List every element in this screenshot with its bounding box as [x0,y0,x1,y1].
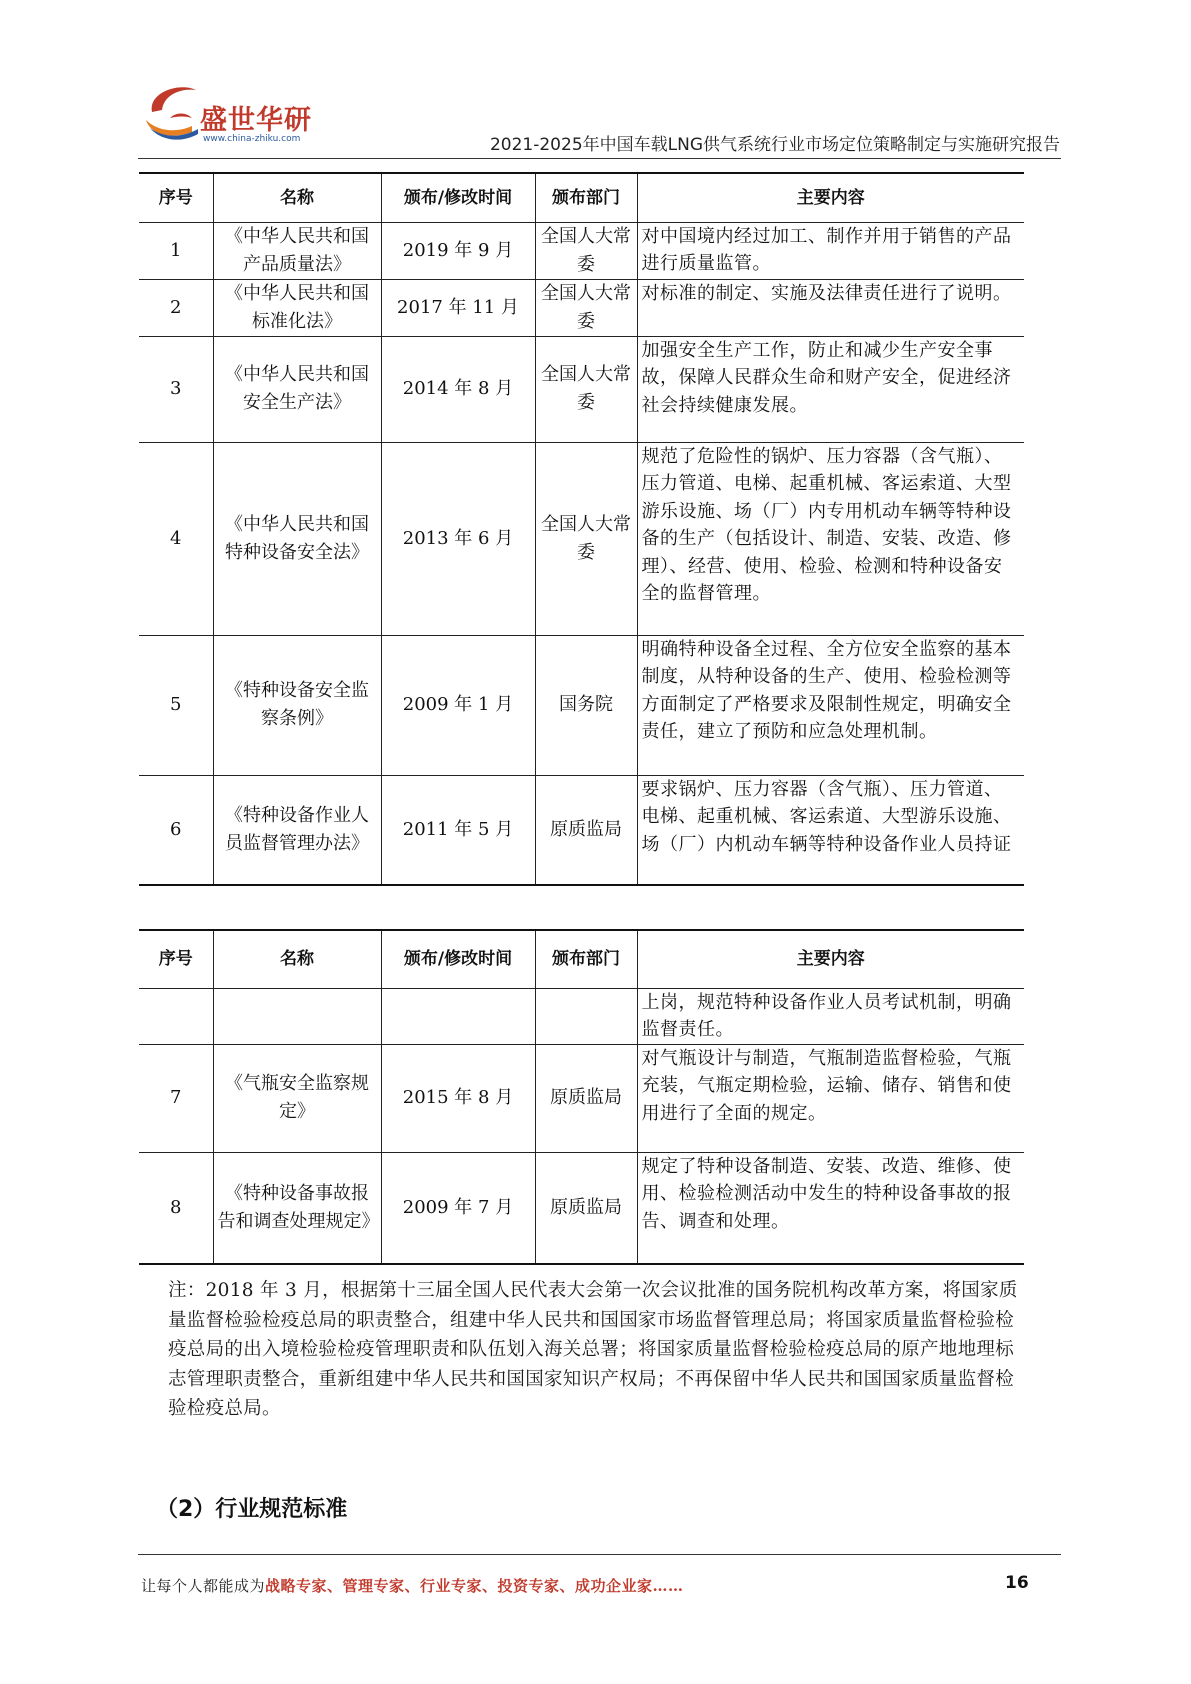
page-number: 16 [1005,1573,1029,1593]
header-divider [138,158,1061,159]
cell-no [139,988,213,1044]
header-dept: 颁布部门 [535,173,637,222]
table-row [139,442,1024,635]
header-date: 颁布/修改时间 [381,930,535,988]
cell-content: 对气瓶设计与制造，气瓶制造监督检验，气瓶充装，气瓶定期检验，运输、储存、销售和使用进行了全面的规定。 [637,1044,1024,1152]
cell-name [213,988,381,1044]
table-header-row [139,173,1024,222]
footer-divider [138,1554,1061,1555]
cell-date: 2019 年 9 月 [381,222,535,279]
footer-slogan [141,1575,684,1596]
cell-date: 2009 年 1 月 [381,635,535,775]
cell-content: 对标准的制定、实施及法律责任进行了说明。 [637,279,1024,336]
cell-date: 2017 年 11 月 [381,279,535,336]
logo-url: www.china-zhiku.com [203,134,301,144]
table-row [139,222,1024,279]
cell-name: 《特种设备安全监察条例》 [213,635,381,775]
table-row [139,336,1024,442]
cell-name: 《中华人民共和国产品质量法》 [213,222,381,279]
cell-dept: 原质监局 [535,1044,637,1152]
cell-date: 2014 年 8 月 [381,336,535,442]
table-note: 注：2018 年 3 月，根据第十三届全国人民代表大会第一次会议批准的国务院机构改革方案，将国家质量监督检验检疫总局的职责整合，组建中华人民共和国国家市场监督管理总局；将国家质量监督检验检疫总局的出入境检验检疫管理职责和队伍划入海关总署；将国家质量监督检验检疫总局的原产地地理标志管理职责整合，重新组建中华人民共和国国家知识产权局；不再保留中华人民共和国国家质量监督检验检疫总局。 [168,1280,1018,1419]
header-date: 颁布/修改时间 [381,173,535,222]
table-row [139,1044,1024,1152]
header-name: 名称 [213,173,381,222]
cell-content: 明确特种设备全过程、全方位安全监察的基本制度，从特种设备的生产、使用、检验检测等方面制定了严格要求及限制性规定，明确安全责任，建立了预防和应急处理机制。 [637,635,1024,775]
table-row [139,988,1024,1044]
header-no: 序号 [139,173,213,222]
slogan-prefix: 让每个人都能成为 [141,1577,266,1595]
cell-no: 7 [139,1044,213,1152]
cell-dept: 全国人大常委 [535,279,637,336]
logo-swoosh-red [152,87,196,112]
cell-content: 规定了特种设备制造、安装、改造、维修、使用、检验检测活动中发生的特种设备事故的报告、调查和处理。 [637,1152,1024,1264]
header-name: 名称 [213,930,381,988]
logo-book-top [170,114,192,119]
table-row [139,279,1024,336]
header-dept: 颁布部门 [535,930,637,988]
regulations-table-part2 [139,929,1024,1265]
cell-name: 《气瓶安全监察规定》 [213,1044,381,1152]
cell-dept [535,988,637,1044]
report-title: 2021-2025年中国车载LNG供气系统行业市场定位策略制定与实施研究报告 [489,135,1060,155]
cell-date: 2009 年 7 月 [381,1152,535,1264]
header-content: 主要内容 [637,930,1024,988]
cell-no: 5 [139,635,213,775]
logo-wordmark: 盛世华研 [200,105,312,136]
cell-dept: 全国人大常委 [535,222,637,279]
cell-no: 6 [139,775,213,885]
cell-dept: 原质监局 [535,1152,637,1264]
cell-content: 要求锅炉、压力容器（含气瓶）、压力管道、电梯、起重机械、客运索道、大型游乐设施、场（厂）内机动车辆等特种设备作业人员持证 [637,775,1024,885]
cell-date: 2011 年 5 月 [381,775,535,885]
cell-name: 《中华人民共和国安全生产法》 [213,336,381,442]
regulations-table-part1 [139,172,1024,886]
cell-no: 2 [139,279,213,336]
table-row [139,635,1024,775]
header-content: 主要内容 [637,173,1024,222]
cell-no: 8 [139,1152,213,1264]
header-no: 序号 [139,930,213,988]
section-heading: （2）行业规范标准 [156,1497,348,1522]
cell-content: 规范了危险性的锅炉、压力容器（含气瓶）、压力管道、电梯、起重机械、客运索道、大型游乐设施、场（厂）内专用机动车辆等特种设备的生产（包括设计、制造、安装、改造、修理）、经营、使用、检验、检测和特种设备安全的监督管理。 [637,442,1024,635]
cell-dept: 国务院 [535,635,637,775]
slogan-highlight: 战略专家、管理专家、行业专家、投资专家、成功企业家…… [265,1577,684,1595]
table-row [139,1152,1024,1264]
table-row [139,775,1024,885]
cell-dept: 全国人大常委 [535,336,637,442]
cell-name: 《中华人民共和国特种设备安全法》 [213,442,381,635]
cell-date [381,988,535,1044]
cell-content: 对中国境内经过加工、制作并用于销售的产品进行质量监管。 [637,222,1024,279]
cell-date: 2013 年 6 月 [381,442,535,635]
table-header-row [139,930,1024,988]
cell-no: 1 [139,222,213,279]
cell-dept: 全国人大常委 [535,442,637,635]
cell-no: 4 [139,442,213,635]
cell-no: 3 [139,336,213,442]
cell-content: 加强安全生产工作，防止和减少生产安全事故，保障人民群众生命和财产安全，促进经济社会持续健康发展。 [637,336,1024,442]
cell-dept: 原质监局 [535,775,637,885]
cell-content: 上岗，规范特种设备作业人员考试机制，明确监督责任。 [637,988,1024,1044]
cell-date: 2015 年 8 月 [381,1044,535,1152]
cell-name: 《中华人民共和国标准化法》 [213,279,381,336]
cell-name: 《特种设备作业人员监督管理办法》 [213,775,381,885]
logo-book-orange [146,120,192,136]
cell-name: 《特种设备事故报告和调查处理规定》 [213,1152,381,1264]
